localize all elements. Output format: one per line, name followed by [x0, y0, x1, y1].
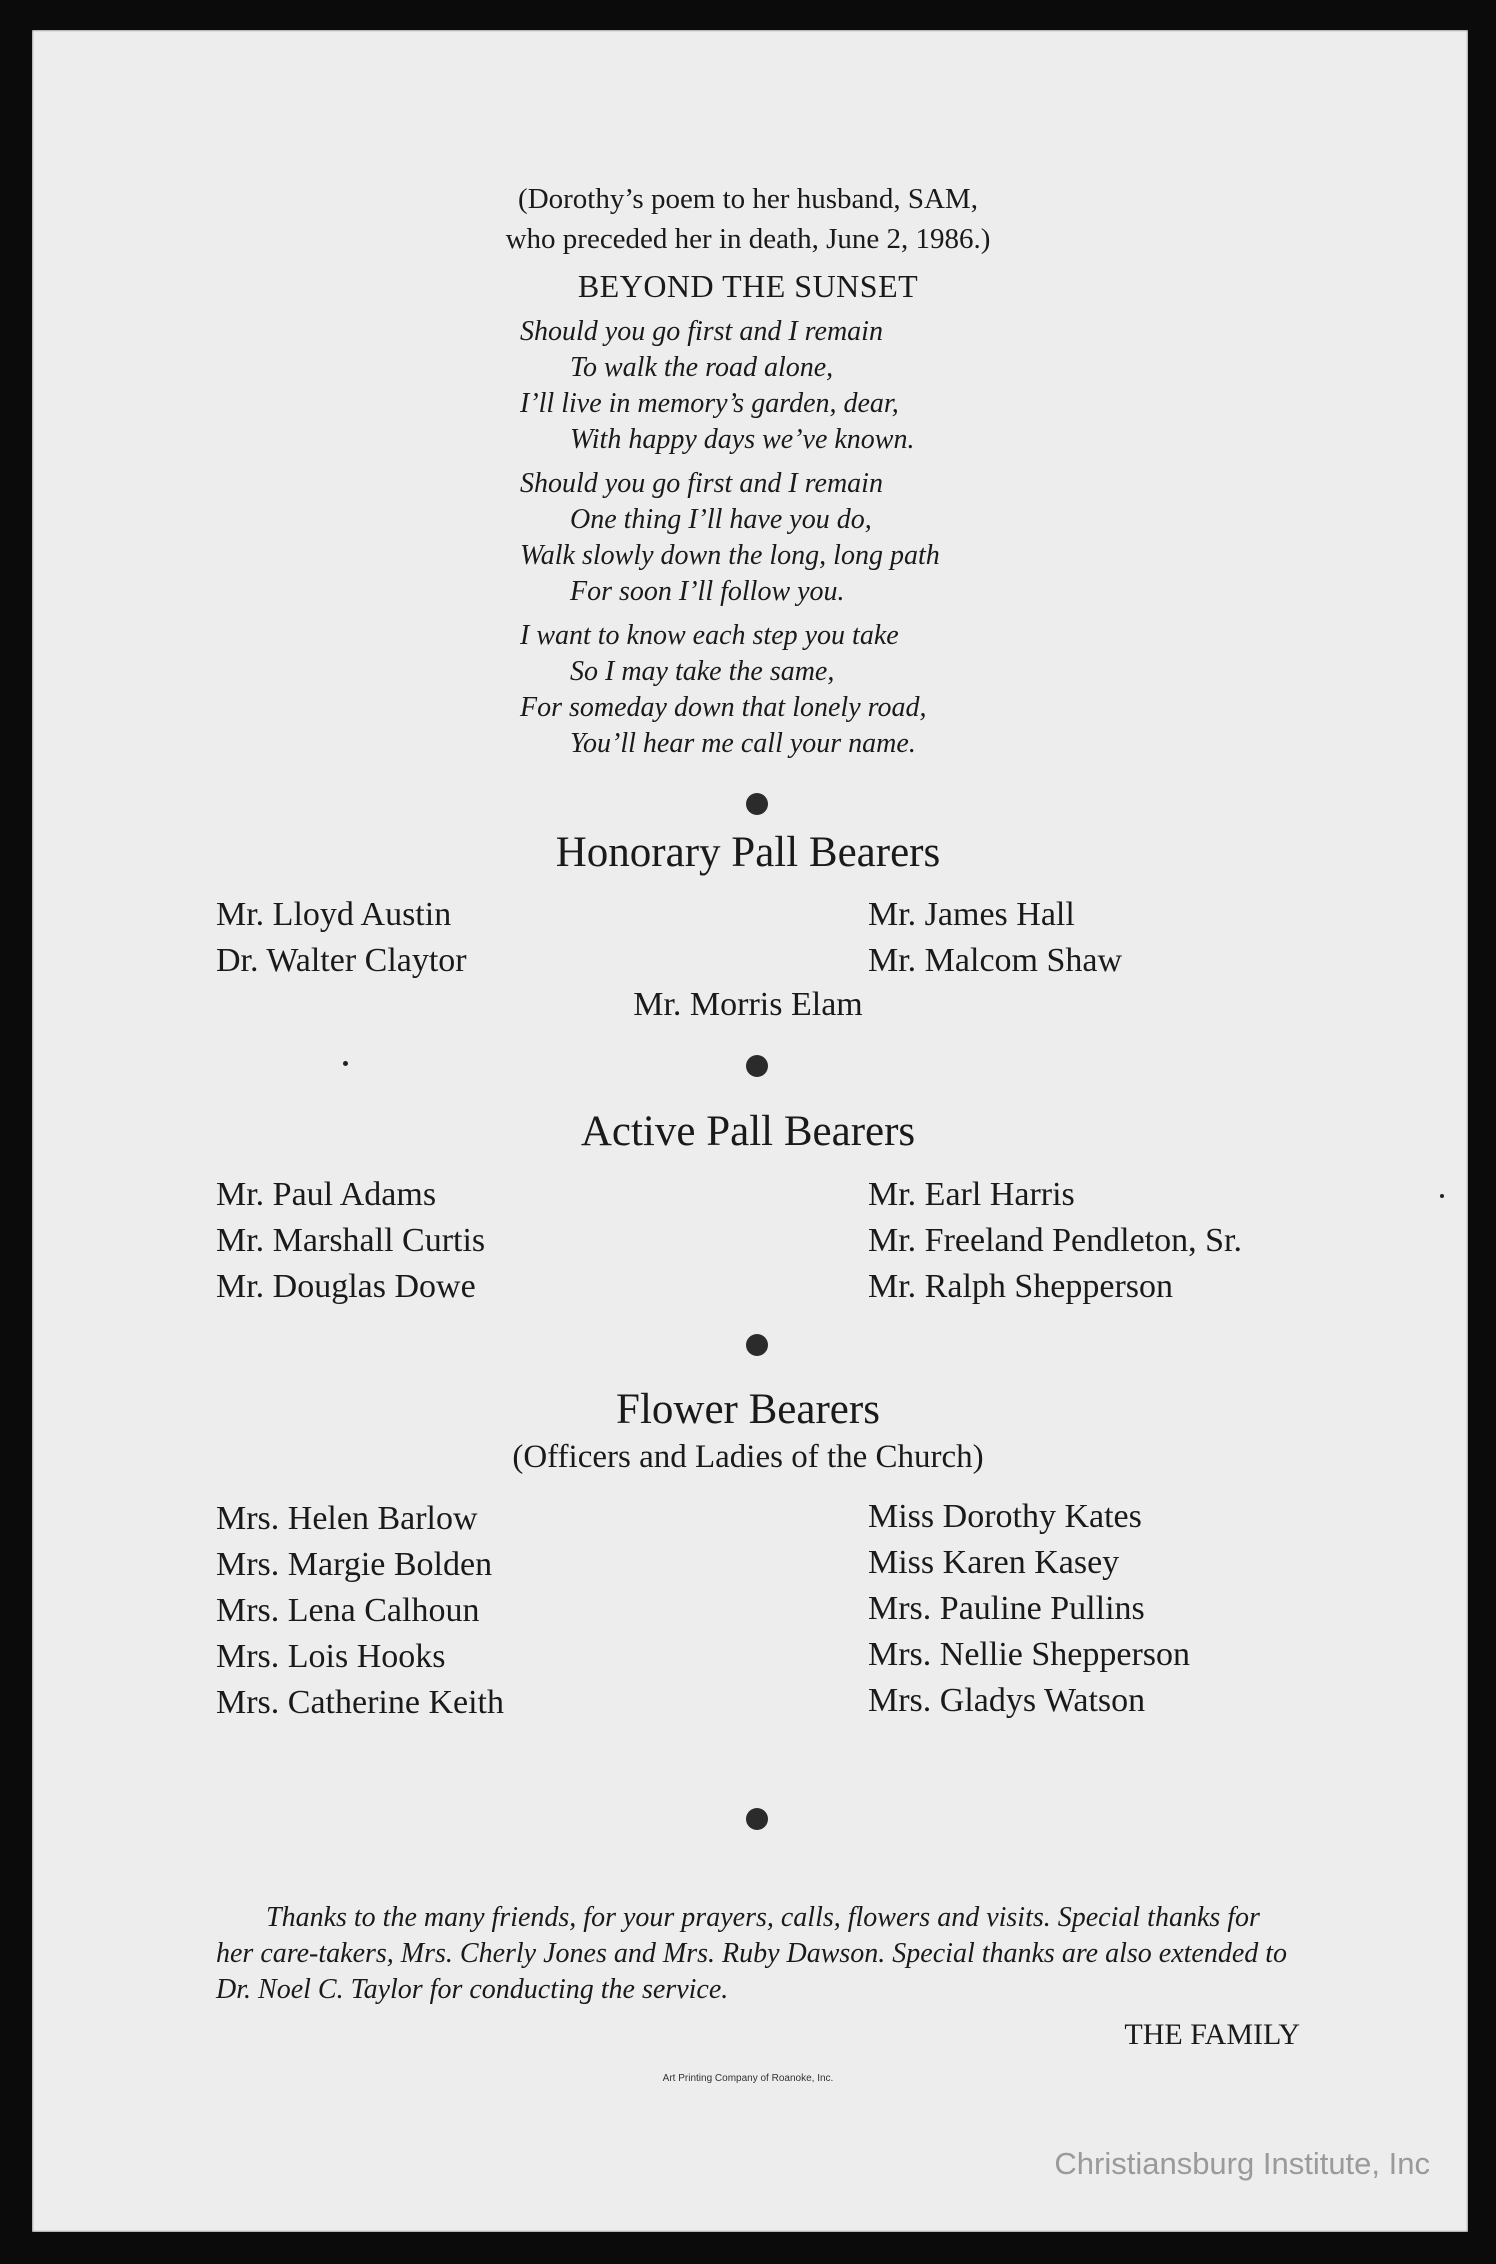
poem-stanza	[520, 618, 1080, 762]
flower-right-column	[868, 1494, 1190, 1724]
poem-title: BEYOND THE SUNSET	[577, 268, 919, 304]
thanks-paragraph: Thanks to the many friends, for your prayers, calls, flowers and visits. Special thanks for her care-takers, Mrs. Cherly Jones and Mrs. Ruby Dawson. Special thanks are also extended to Dr. Noel C. Taylor for conducting the service.	[216, 1902, 1288, 2005]
intro-line-2: who preceded her in death, June 2, 1986.)	[505, 223, 991, 255]
flower-left-column	[216, 1496, 504, 1726]
poem-stanza	[520, 314, 1080, 458]
bearer-name: Mr. Lloyd Austin	[216, 896, 452, 933]
active-heading: Active Pall Bearers	[580, 1108, 916, 1155]
poem-line: Should you go first and I remain	[520, 468, 883, 499]
poem-line: For soon I’ll follow you.	[570, 576, 845, 607]
bearer-name: Mrs. Helen Barlow	[216, 1500, 478, 1537]
bearer-name: Mrs. Catherine Keith	[216, 1684, 504, 1721]
bearer-name: Mr. Freeland Pendleton, Sr.	[868, 1222, 1242, 1259]
poem-line: To walk the road alone,	[570, 352, 834, 383]
separator-dot	[746, 1055, 768, 1077]
bearer-name: Mrs. Gladys Watson	[868, 1682, 1146, 1719]
bearer-name: Mr. Earl Harris	[868, 1176, 1075, 1213]
poem-stanza	[520, 466, 1080, 610]
honorary-right-column	[868, 892, 1122, 984]
bearer-name: Mr. James Hall	[868, 896, 1075, 933]
flower-heading: Flower Bearers	[616, 1386, 880, 1433]
poem-line: So I may take the same,	[570, 656, 835, 687]
watermark: Christiansburg Institute, Inc	[1054, 2146, 1430, 2181]
poem-line: For someday down that lonely road,	[520, 692, 927, 723]
bearer-name: Mr. Marshall Curtis	[216, 1222, 486, 1259]
bearer-name: Dr. Walter Claytor	[216, 942, 467, 979]
honorary-left-column	[216, 892, 467, 984]
poem-line: One thing I’ll have you do,	[570, 504, 872, 535]
printer-credit: Art Printing Company of Roanoke, Inc.	[662, 2073, 834, 2084]
bearer-name: Miss Dorothy Kates	[868, 1498, 1142, 1535]
paper-speck	[1440, 1194, 1444, 1198]
bearer-name: Mrs. Nellie Shepperson	[868, 1636, 1191, 1673]
bearer-name: Miss Karen Kasey	[868, 1544, 1120, 1581]
poem-line: I want to know each step you take	[520, 620, 899, 651]
bearer-name: Mr. Douglas Dowe	[216, 1268, 476, 1305]
poem-line: Walk slowly down the long, long path	[520, 540, 940, 571]
poem-line: You’ll hear me call your name.	[570, 728, 916, 759]
poem-line: Should you go first and I remain	[520, 316, 883, 347]
bearer-name: Mrs. Margie Bolden	[216, 1546, 493, 1583]
paper-speck	[343, 1061, 348, 1066]
bearer-name: Mr. Ralph Shepperson	[868, 1268, 1174, 1305]
active-left-column	[216, 1172, 485, 1310]
flower-subheading: (Officers and Ladies of the Church)	[512, 1439, 984, 1475]
bearer-name: Mr. Malcom Shaw	[868, 942, 1123, 979]
intro-line-1: (Dorothy’s poem to her husband, SAM,	[518, 183, 978, 215]
bearer-name: Mrs. Pauline Pullins	[868, 1590, 1145, 1627]
poem-line: I’ll live in memory’s garden, dear,	[520, 388, 899, 419]
family-signature: THE FAMILY	[1124, 2018, 1300, 2051]
active-right-column	[868, 1172, 1242, 1310]
honorary-center-name: Mr. Morris Elam	[633, 986, 863, 1023]
poem-body	[520, 314, 1080, 770]
separator-dot	[746, 1808, 768, 1830]
separator-dot	[746, 1334, 768, 1356]
honorary-heading: Honorary Pall Bearers	[555, 829, 941, 876]
bearer-name: Mr. Paul Adams	[216, 1176, 437, 1213]
bearer-name: Mrs. Lois Hooks	[216, 1638, 446, 1675]
bearer-name: Mrs. Lena Calhoun	[216, 1592, 480, 1629]
separator-dot	[746, 793, 768, 815]
poem-line: With happy days we’ve known.	[570, 424, 915, 455]
